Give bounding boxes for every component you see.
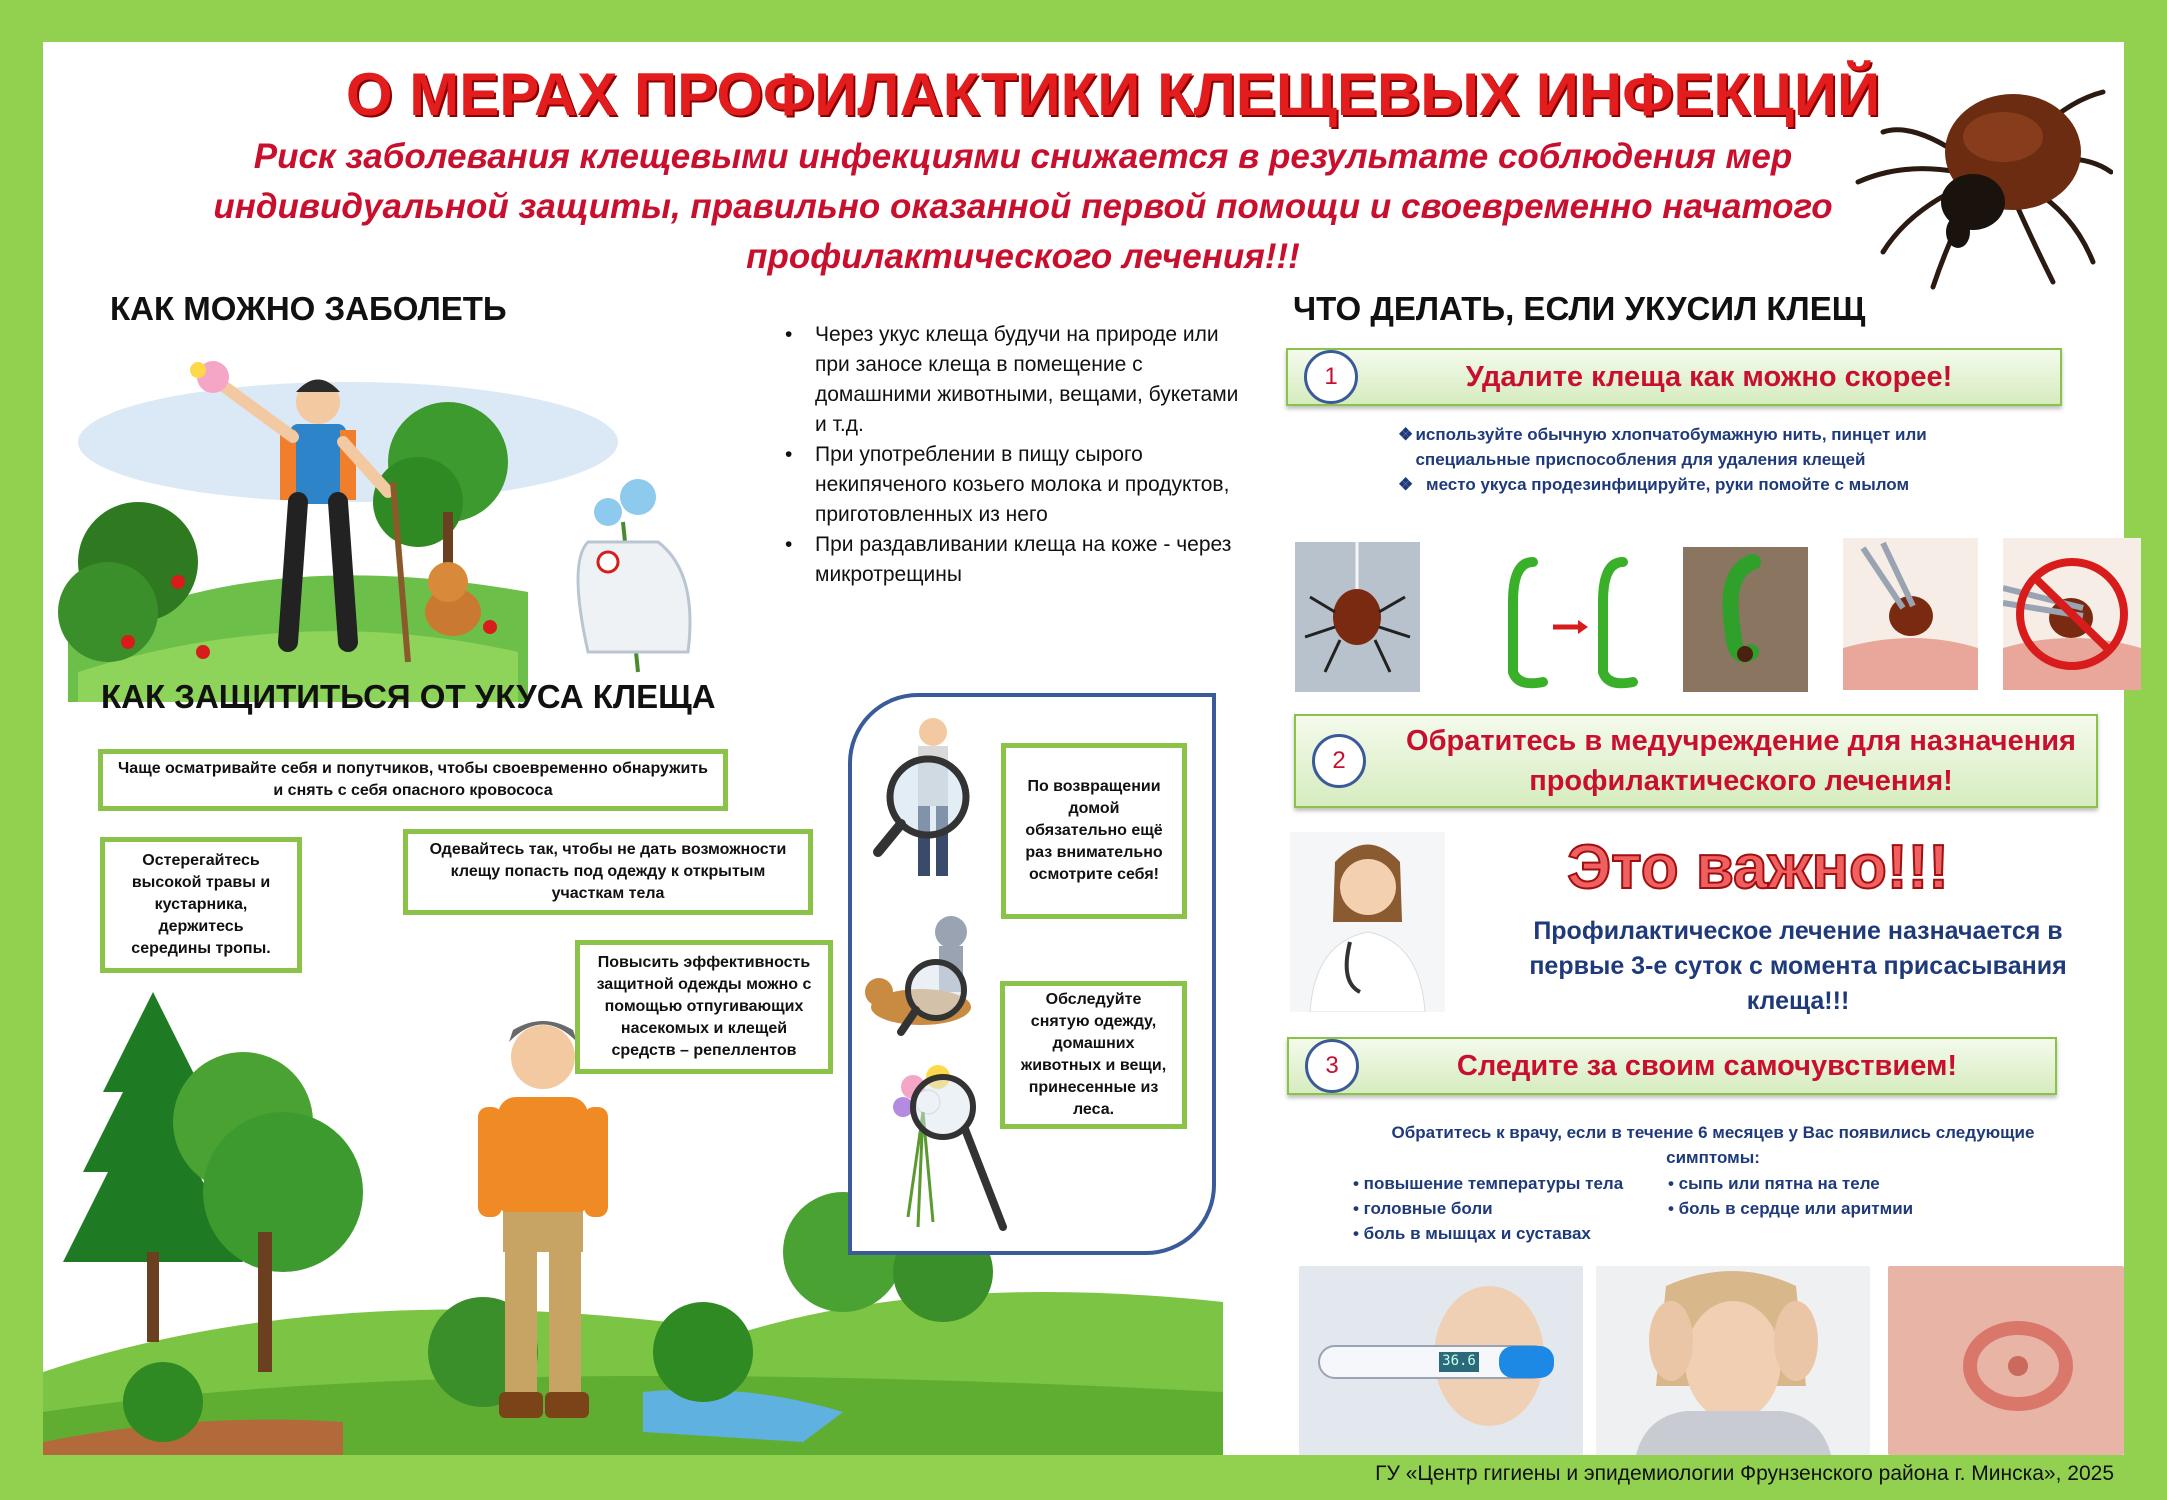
page-subtitle: Риск заболевания клещевыми инфекциями снижается в результате соблюдения мер индивидуальной защиты, правильно оказанной первой помощи и своевременно начатого профилактического лечения!!! (213, 137, 1833, 276)
important-text: Профилактическое лечение назначается в первые 3-е суток с момента присасывания клеща!!! (1529, 917, 2067, 1015)
page-title: О МЕРАХ ПРОФИЛАКТИКИ КЛЕЩЕВЫХ ИНФЕКЦИЙ (345, 61, 1881, 128)
symptom-item: • боль в мышцах и суставах (1353, 1224, 1591, 1243)
symptoms-left (1353, 1171, 1673, 1246)
step-3-bar (1287, 1037, 2057, 1095)
if-bitten-heading: ЧТО ДЕЛАТЬ, ЕСЛИ УКУСИЛ КЛЕЩ (1293, 290, 1866, 327)
tip-box-items: Обследуйте снятую одежду, домашних животных и вещи, принесенные из леса. (1000, 981, 1187, 1129)
list-item: • При употреблении в пищу сырого некипяченого козьего молока и продуктов, приготовленных из него (785, 440, 1255, 530)
tip-box-repellent: Повысить эффективность защитной одежды можно с помощью отпугивающих насекомых и клещей средств – репеллентов (575, 940, 833, 1074)
thermometer-photo (1299, 1266, 1583, 1455)
rash-photo (1888, 1266, 2124, 1455)
tweezers-incorrect-photo (2003, 538, 2141, 690)
symptoms-right (1668, 1171, 1988, 1221)
tip-box-grass: Остерегайтесь высокой травы и кустарника, держитесь середины тропы. (100, 837, 302, 973)
list-item: • Через укус клеща будучи на природе или при заносе клеща в помещение с домашними животными, вещами, букетами и т.д. (785, 320, 1255, 440)
how-to-get-sick-list (785, 320, 1255, 590)
tweezers-correct-photo (1843, 538, 1978, 690)
step-2-number: 2 (1312, 734, 1366, 788)
person-magnifier-icon (873, 712, 993, 882)
list-item: • При раздавливании клеща на коже - через микротрещины (785, 530, 1255, 590)
tick-twister-tool-photo (1483, 542, 1808, 692)
step-2-text: Обратитесь в медучреждение для назначения профилактического лечения! (1406, 725, 2076, 797)
protection-heading: КАК ЗАЩИТИТЬСЯ ОТ УКУСА КЛЕЩА (101, 678, 716, 715)
footer-credit: ГУ «Центр гигиены и эпидемиологии Фрунзенского района г. Минска», 2025 (1375, 1462, 2114, 1485)
tip-box-clothes: Одевайтесь так, чтобы не дать возможности клещу попасть под одежду к открытым участкам тела (403, 829, 813, 915)
doctor-photo (1290, 832, 1445, 1012)
poster-sheet (43, 42, 2124, 1455)
step-1-tip: место укуса продезинфицируйте, руки помойте с мылом (1426, 475, 1910, 494)
tick-illustration (1853, 62, 2113, 292)
step-1-bar (1286, 348, 2062, 406)
hiker-meadow-illustration (48, 342, 768, 702)
how-to-get-sick-heading: КАК МОЖНО ЗАБОЛЕТЬ (110, 290, 507, 327)
thermometer-reading: 36.6 (1442, 1353, 1476, 1369)
headache-photo (1596, 1266, 1870, 1455)
tip-box-inspect: Чаще осматривайте себя и попутчиков, чтобы своевременно обнаружить и снять с себя опасного кровососа (98, 749, 728, 811)
symptom-item: • головные боли (1353, 1199, 1493, 1218)
symptom-item: • повышение температуры тела (1353, 1174, 1624, 1193)
important-title: Это важно!!! (1567, 833, 1949, 902)
step-2-bar (1294, 714, 2098, 808)
symptom-item: • боль в сердце или аритмии (1668, 1199, 1914, 1218)
tip-box-return: По возвращении домой обязательно ещё раз внимательно осмотрите себя! (1001, 743, 1187, 919)
step-3-text: Следите за своим самочувствием! (1456, 1050, 1958, 1082)
step-3-number: 3 (1305, 1039, 1359, 1093)
step-1-number: 1 (1304, 350, 1358, 404)
symptom-item: • сыпь или пятна на теле (1668, 1174, 1880, 1193)
tick-thread-removal-photo (1295, 542, 1420, 692)
step-1-tips: ❖ используйте обычную хлопчатобумажную нить, пинцет или специальные приспособления для удаления клещей ❖ место укуса продезинфицируйте, руки помойте с мылом (1398, 422, 2018, 497)
dog-cat-magnifier-icon (861, 912, 1001, 1042)
step-3-intro: Обратитесь к врачу, если в течение 6 месяцев у Вас появились следующие симптомы: (1391, 1123, 2035, 1167)
step-1-text: Удалите клеща как можно скорее! (1465, 361, 1953, 393)
flowers-magnifier-icon (883, 1057, 1013, 1242)
step-1-tip: используйте обычную хлопчатобумажную нить, пинцет или специальные приспособления для удаления клещей (1415, 425, 1927, 469)
